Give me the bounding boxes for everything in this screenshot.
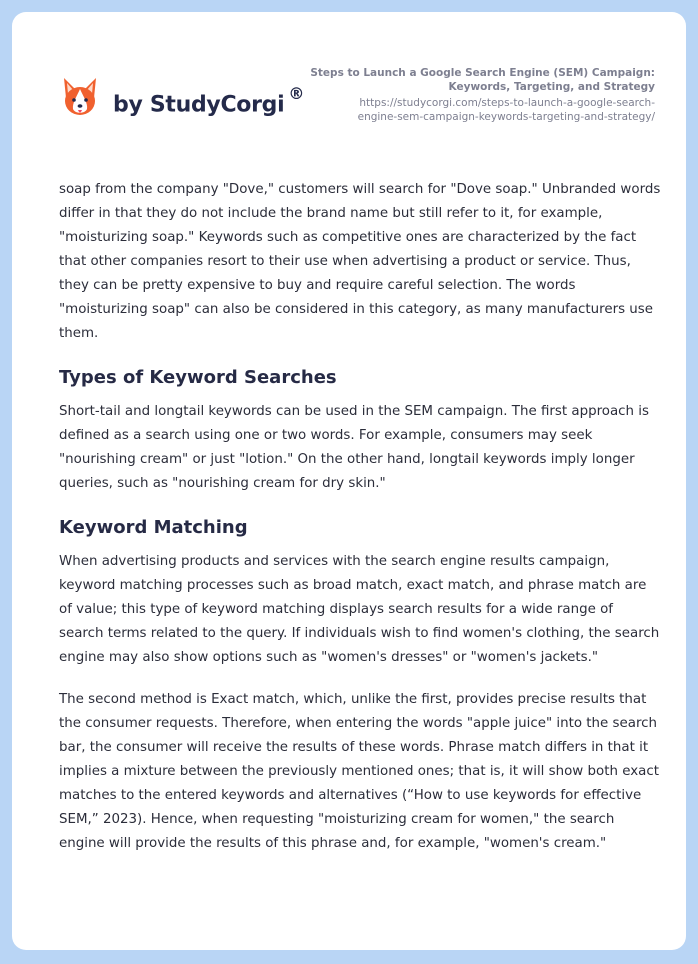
keyword-matching-paragraph-1: When advertising products and services with the search engine results campaign, keyword matching processes such as broad match, exact match, and phrase match are of value; this type of keyword matching displays search results for a wide range of search terms related to the query. If individuals wish to find women's clothing, the search engine may also show options such as "women's dresses" or "women's jackets.": [59, 554, 660, 665]
studycorgi-logo[interactable]: [61, 76, 304, 120]
keyword-matching-paragraph-2: The second method is Exact match, which, unlike the first, provides precise results that the consumer requests. Therefore, when entering the words "apple juice" into the search bar, the consumer will receive the results of these words. Phrase match differs in that it implies a mixture between the previously mentioned ones; that is, it will show both exact matches to the entered keywords and alternatives (“How to use keywords for effective SEM,” 2023). Hence, when requesting "moisturizing cream for women," the search engine will provide the results of this phrase and, for example, "women's cream.": [59, 692, 659, 851]
document-title: Steps to Launch a Google Search Engine (SEM) Campaign: Keywords, Targeting, and Strategy: [310, 67, 655, 93]
document-body: [59, 178, 661, 874]
document-url[interactable]: [295, 96, 655, 124]
registered-mark: ®: [288, 84, 305, 104]
document-meta: [295, 66, 655, 124]
document-page: [12, 12, 686, 950]
intro-paragraph: soap from the company "Dove," customers will search for "Dove soap." Unbranded words differ in that they do not include the brand name but still refer to it, for example, "moisturizing soap." Keywords such as competitive ones are characterized by the fact that other companies resort to their use when advertising a product or service. Thus, they can be pretty expensive to buy and require careful selection. The words "moisturizing soap" can also be considered in this category, as many manufacturers use them.: [59, 182, 661, 341]
keyword-searches-paragraph: Short-tail and longtail keywords can be used in the SEM campaign. The first approach is defined as a search using one or two words. For example, consumers may seek "nourishing cream" or just "lotion." On the other hand, longtail keywords imply longer queries, such as "nourishing cream for dry skin.": [59, 404, 649, 491]
url-line-2[interactable]: engine-sem-campaign-keywords-targeting-and-strategy/: [357, 111, 655, 123]
brand-name: by StudyCorgi ®: [113, 84, 305, 118]
section-heading-keyword-matching: Keyword Matching: [59, 517, 248, 538]
corgi-icon: [61, 76, 99, 120]
url-line-1[interactable]: https://studycorgi.com/steps-to-launch-a-google-search-: [359, 97, 655, 109]
section-heading-keyword-searches: Types of Keyword Searches: [59, 367, 337, 388]
